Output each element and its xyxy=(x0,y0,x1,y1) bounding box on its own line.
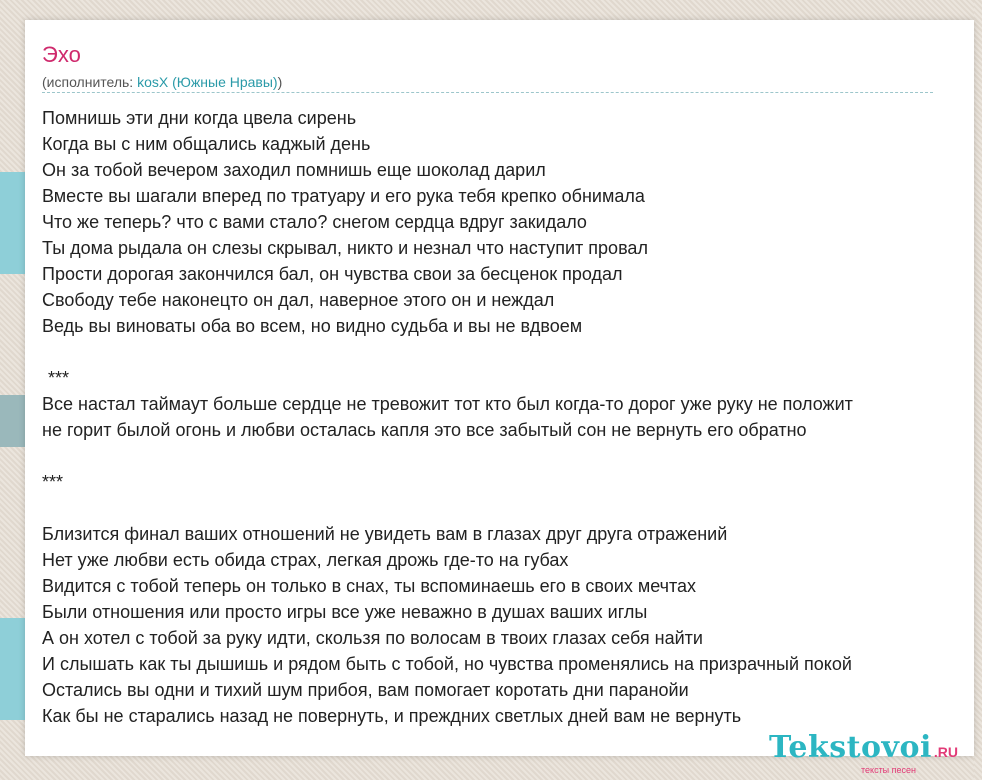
lyric-line: Видится с тобой теперь он только в снах, ты вспоминаешь его в своих мечтах xyxy=(42,576,697,596)
lyrics-card xyxy=(25,20,974,775)
logo-tagline: тексты песен xyxy=(861,765,917,775)
artist-line xyxy=(42,74,282,91)
lyric-blank-line xyxy=(42,495,982,521)
lyric-line: Остались вы одни и тихий шум прибоя, вам помогает коротать дни паранойи xyxy=(42,680,689,700)
lyric-line: Были отношения или просто игры все уже неважно в душах ваших иглы xyxy=(42,602,648,622)
artist-prefix: (исполнитель: xyxy=(42,74,138,90)
lyric-blank-line xyxy=(42,443,982,469)
lyric-line: Помнишь эти дни когда цвела сирень xyxy=(42,108,357,128)
site-logo[interactable] xyxy=(769,730,958,775)
lyric-line: Ведь вы виноваты оба во всем, но видно судьба и вы не вдвоем xyxy=(42,316,583,336)
song-title: Эхо xyxy=(42,42,81,67)
lyric-line: Все настал таймаут больше сердце не тревожит тот кто был когда-то дорог уже руку не положит xyxy=(42,394,853,414)
artist-link[interactable]: kosX (Южные Нравы) xyxy=(137,74,278,90)
lyric-line: Когда вы с ним общались каджый день xyxy=(42,134,371,154)
lyric-line: Что же теперь? что с вами стало? снегом сердца вдруг закидало xyxy=(42,212,587,232)
lyric-line: Прости дорогая закончился бал, он чувства свои за бесценок продал xyxy=(42,264,623,284)
lyric-separator: *** xyxy=(48,368,70,388)
logo-domain: .RU xyxy=(933,744,958,760)
lyric-line: Свободу тебе наконецто он дал, наверное этого он и неждал xyxy=(42,290,555,310)
lyric-line: не горит былой огонь и любви осталась капля это все забытый сон не вернуть его обратно xyxy=(42,420,807,440)
lyric-line: Он за тобой вечером заходил помнишь еще шоколад дарил xyxy=(42,160,546,180)
lyric-line: Нет уже любви есть обида страх, легкая дрожь где-то на губах xyxy=(42,550,569,570)
lyric-line: И слышать как ты дышишь и рядом быть с тобой, но чувства променялись на призрачный покой xyxy=(42,654,852,674)
artist-suffix: ) xyxy=(277,74,283,90)
lyrics-text xyxy=(42,105,982,729)
lyric-line: А он хотел с тобой за руку идти, скользя по волосам в твоих глазах себя найти xyxy=(42,628,703,648)
lyric-line: Как бы не старались назад не повернуть, и преждних светлых дней вам не вернуть xyxy=(42,706,742,726)
lyric-line: Вместе вы шагали вперед по тратуару и его рука тебя крепко обнимала xyxy=(42,186,645,206)
lyric-separator: *** xyxy=(42,472,64,492)
lyric-line: Ты дома рыдала он слезы скрывал, никто и незнал что наступит провал xyxy=(42,238,648,258)
lyric-blank-line xyxy=(42,339,982,365)
lyric-line: Близится финал ваших отношений не увидеть вам в глазах друг друга отражений xyxy=(42,524,728,544)
title-divider xyxy=(42,92,933,93)
logo-wordmark: Tekstovoi xyxy=(769,730,932,765)
